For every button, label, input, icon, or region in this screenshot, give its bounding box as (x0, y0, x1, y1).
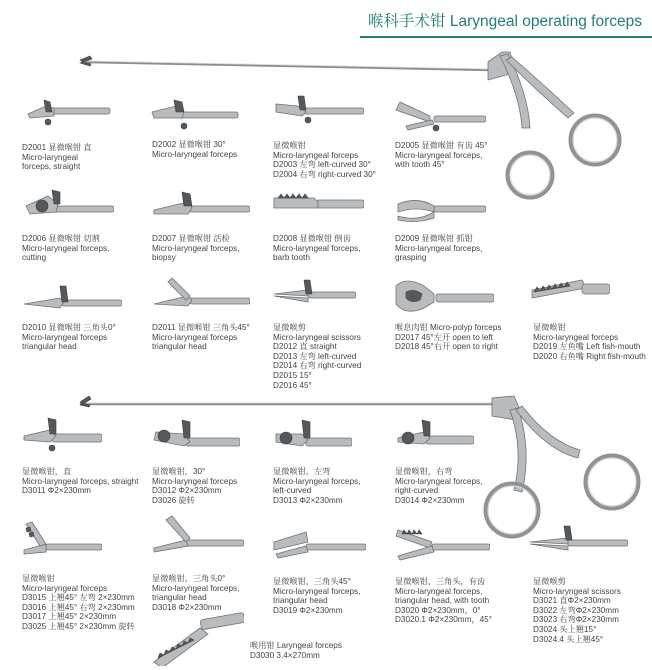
caption-d3011: 显微喉钳，直 Micro-laryngeal forceps, straight D3011 Φ2×230mm (22, 467, 139, 496)
caption-d3014: 显微喉钳，右弯 Micro-laryngeal forceps, right-curved D3014 Φ2×230mm (395, 467, 483, 505)
thumb-d2010 (22, 280, 122, 320)
thumb-d2017 (394, 276, 494, 322)
caption-d2005: D2005 显微喉钳 有齿 45° Micro-laryngeal forceps, with tooth 45° (395, 141, 488, 170)
caption-d2011: D2011 显微喉钳 三角头45° Micro-laryngeal forceps triangular head (152, 323, 250, 352)
caption-d2002: D2002 显微喉钳 30° Micro-laryngeal forceps (152, 140, 238, 159)
header-bar (360, 0, 652, 38)
caption-d2006: D2006 显微喉钳 切割 Micro-laryngeal forceps, cutting (22, 234, 110, 263)
caption-d3015: 显微喉钳 Micro-laryngeal forceps D3015 上翘45° 左弯 2×230mm D3016 上翘45° 右弯 2×230mm D3017 上翘45° 2×230mm D3025 上翘45° 2×230mm 旋转 (22, 574, 135, 631)
thumb-d3015 (22, 520, 102, 564)
caption-d2010: D2010 显微喉钳 三角头0° Micro-laryngeal forceps triangular head (22, 323, 116, 352)
thumb-d3030 (148, 612, 244, 666)
caption-d3030: 喉用钳 Laryngeal forceps D3030 3.4×270mm (250, 641, 342, 660)
page-title: 喉科手术钳 Laryngeal operating forceps (368, 13, 642, 30)
caption-d2001: D2001 显微喉钳 直 Micro-laryngeal forceps, straight (22, 143, 92, 172)
thumb-d3014 (394, 416, 474, 462)
thumb-d3018 (150, 512, 244, 560)
thumb-d3013 (272, 416, 352, 462)
thumb-d2007 (150, 188, 250, 230)
thumb-d3011 (22, 414, 102, 458)
thumb-d3020 (394, 520, 490, 566)
caption-d2009: D2009 显微喉钳 抓钳 Micro-laryngeal forceps, grasping (395, 234, 483, 263)
thumb-d2012 (272, 272, 356, 318)
thumb-d2003 (272, 90, 364, 134)
caption-d3020: 显微喉钳，三角头，有齿 Micro-laryngeal forceps, triangular head, with tooth D3020 Φ2×230mm，0° D3020.1 Φ2×230mm，45° (395, 577, 492, 625)
caption-d2008: D2008 显微喉钳 倒齿 Micro-laryngeal forceps, barb tooth (273, 234, 361, 263)
thumb-d2011 (150, 276, 250, 320)
caption-d3012: 显微喉钳，30° Micro-laryngeal forceps D3012 Φ2×230mm D3026 旋转 (152, 467, 238, 505)
caption-d2017: 喉息肉钳 Micro-polyp forceps D2017 45°左开 open to left D2018 45°右开 open to right (395, 323, 502, 352)
thumb-d2019 (530, 270, 610, 318)
thumb-d2008 (272, 186, 364, 226)
caption-d3021: 显微喉剪 Micro-laryngeal scissors D3021 直Φ2×230mm D3022 左弯Φ2×230mm D3023 右弯Φ2×230mm D3024 头上翘15° D3024.4 头上翘45° (533, 577, 621, 644)
thumb-d3012 (150, 418, 240, 462)
caption-d2012: 显微喉剪 Micro-laryngeal scissors D2012 直 straight D2013 左弯 left-curved D2014 右弯 right-curved D2015 15° D2016 45° (273, 323, 362, 390)
thumb-d3021 (528, 522, 628, 562)
thumb-d3019 (272, 522, 366, 566)
thumb-d2006 (22, 184, 114, 230)
caption-d2019: 显微喉钳 Micro-laryngeal forceps D2019 左鱼嘴 Left fish-mouth D2020 右鱼嘴 Right fish-mouth (533, 323, 646, 361)
thumb-d2002 (150, 98, 240, 138)
caption-d3019: 显微喉钳，三角头45° Micro-laryngeal forceps, triangular head D3019 Φ2×230mm (273, 577, 361, 615)
thumb-d2005 (394, 96, 486, 140)
caption-d3013: 显微喉钳，左弯 Micro-laryngeal forceps, left-curved D3013 Φ2×230mm (273, 467, 361, 505)
thumb-d2001 (22, 94, 112, 136)
caption-d2003: 显微喉钳 Micro-laryngeal forceps D2003 左弯 left-curved 30° D2004 右弯 right-curved 30° (273, 141, 376, 179)
caption-d2007: D2007 显微喉钳 活检 Micro-laryngeal forceps, biopsy (152, 234, 240, 263)
caption-d3018: 显微喉钳，三角头0° Micro-laryngeal forceps, triangular head D3018 Φ2×230mm (152, 574, 240, 612)
thumb-d2009 (394, 194, 486, 228)
